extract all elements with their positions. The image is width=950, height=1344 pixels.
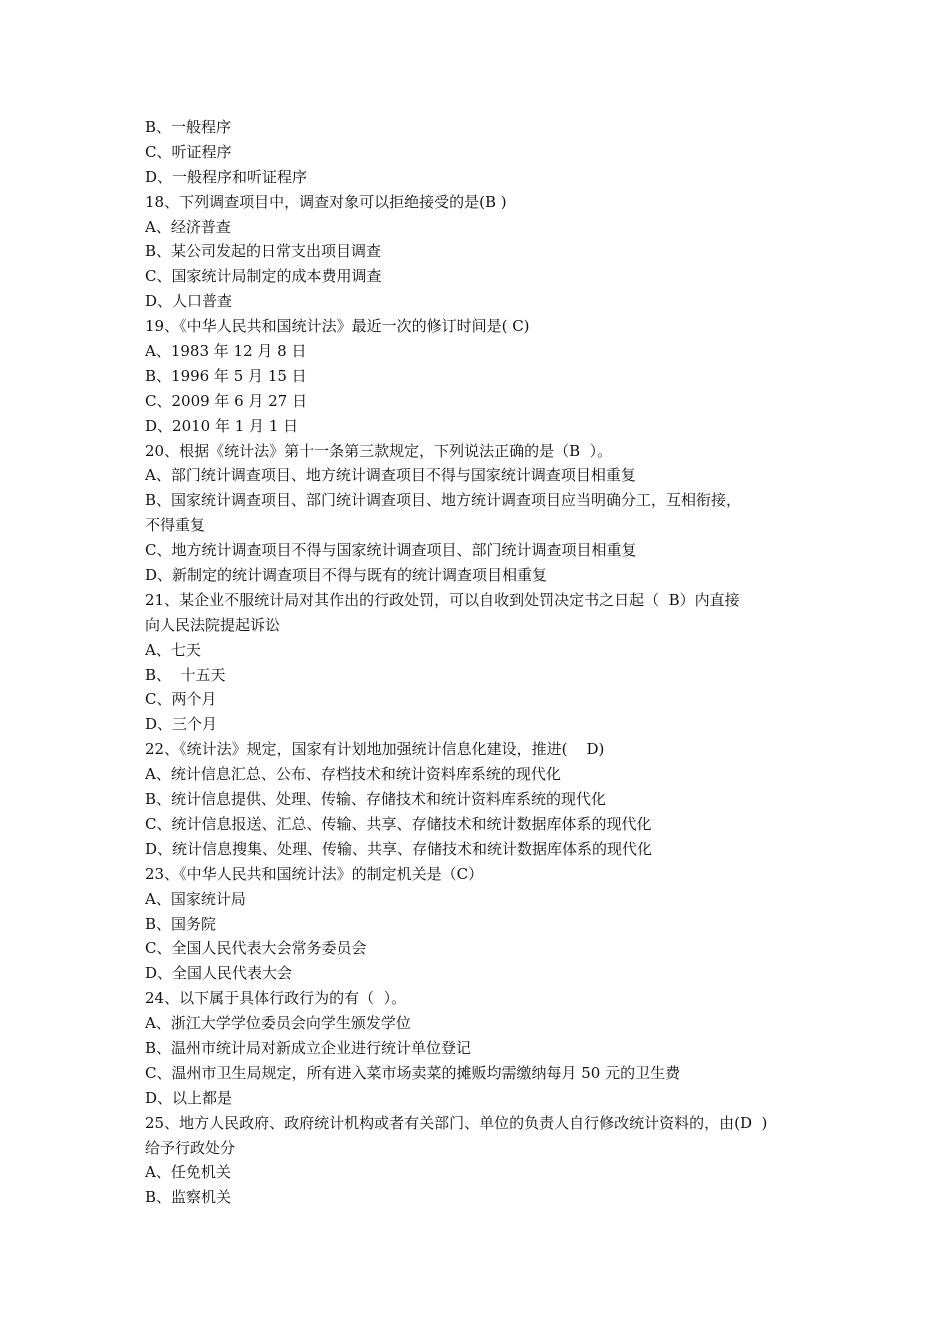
- question-20: 20、根据《统计法》第十一条第三款规定，下列说法正确的是（B ）。: [145, 441, 613, 460]
- option-line: B、1996 年 5 月 15 日: [145, 366, 307, 385]
- option-line: B、某公司发起的日常支出项目调查: [145, 242, 382, 261]
- option-line: D、三个月: [145, 715, 218, 734]
- question-continuation: 向人民法院提起诉讼: [145, 615, 281, 634]
- option-line: D、2010 年 1 月 1 日: [145, 416, 299, 435]
- option-line: D、全国人民代表大会: [145, 964, 293, 983]
- option-line: D、统计信息搜集、处理、传输、共享、存储技术和统计数据库体系的现代化: [145, 839, 653, 858]
- option-line: C、温州市卫生局规定，所有进入菜市场卖菜的摊贩均需缴纳每月 50 元的卫生费: [145, 1063, 681, 1082]
- option-line: A、部门统计调查项目、地方统计调查项目不得与国家统计调查项目相重复: [145, 466, 636, 485]
- question-19: 19、《中华人民共和国统计法》最近一次的修订时间是( C): [145, 317, 530, 336]
- option-line: A、1983 年 12 月 8 日: [145, 342, 307, 361]
- option-line: D、以上都是: [145, 1088, 233, 1107]
- option-line: A、浙江大学学位委员会向学生颁发学位: [145, 1014, 411, 1033]
- option-line: B、一般程序: [145, 118, 232, 136]
- option-line: C、地方统计调查项目不得与国家统计调查项目、部门统计调查项目相重复: [145, 541, 637, 560]
- document-page: [145, 115, 815, 1210]
- option-line: B、监察机关: [145, 1188, 232, 1207]
- option-line: C、听证程序: [145, 142, 232, 161]
- option-line: C、2009 年 6 月 27 日: [145, 391, 308, 410]
- question-25: 25、地方人民政府、政府统计机构或者有关部门、单位的负责人自行修改统计资料的，由(D ): [145, 1113, 768, 1132]
- option-line: C、国家统计局制定的成本费用调查: [145, 267, 382, 286]
- question-24: 24、以下属于具体行政行为的有（ ）。: [145, 989, 407, 1008]
- option-line: A、任免机关: [145, 1163, 231, 1182]
- option-line: B、国务院: [145, 914, 217, 933]
- question-18: 18、下列调查项目中，调查对象可以拒绝接受的是(B ): [145, 192, 507, 211]
- option-line: D、一般程序和听证程序: [145, 167, 308, 186]
- option-line: A、经济普查: [145, 217, 231, 236]
- option-line: B、温州市统计局对新成立企业进行统计单位登记: [145, 1038, 472, 1057]
- option-line: C、全国人民代表大会常务委员会: [145, 939, 367, 958]
- option-line: C、统计信息报送、汇总、传输、共享、存储技术和统计数据库体系的现代化: [145, 814, 652, 833]
- option-continuation: 不得重复: [145, 516, 206, 535]
- option-line: B、 十五天: [145, 665, 226, 684]
- question-21: 21、某企业不服统计局对其作出的行政处罚，可以自收到处罚决定书之日起（ B）内直接: [145, 590, 740, 609]
- option-line: A、统计信息汇总、公布、存档技术和统计资料库系统的现代化: [145, 765, 561, 784]
- option-line: D、新制定的统计调查项目不得与既有的统计调查项目相重复: [145, 566, 548, 585]
- question-continuation: 给予行政处分: [145, 1138, 236, 1157]
- option-line: A、七天: [145, 640, 201, 659]
- option-line: D、人口普查: [145, 292, 233, 311]
- option-line: B、统计信息提供、处理、传输、存储技术和统计资料库系统的现代化: [145, 790, 607, 809]
- question-23: 23、《中华人民共和国统计法》的制定机关是（C）: [145, 864, 484, 883]
- option-line: A、国家统计局: [145, 889, 246, 908]
- option-line: C、两个月: [145, 690, 217, 709]
- option-line: B、国家统计调查项目、部门统计调查项目、地方统计调查项目应当明确分工，互相衔接，: [145, 491, 742, 510]
- question-22: 22、《统计法》规定，国家有计划地加强统计信息化建设，推进( D): [145, 740, 605, 759]
